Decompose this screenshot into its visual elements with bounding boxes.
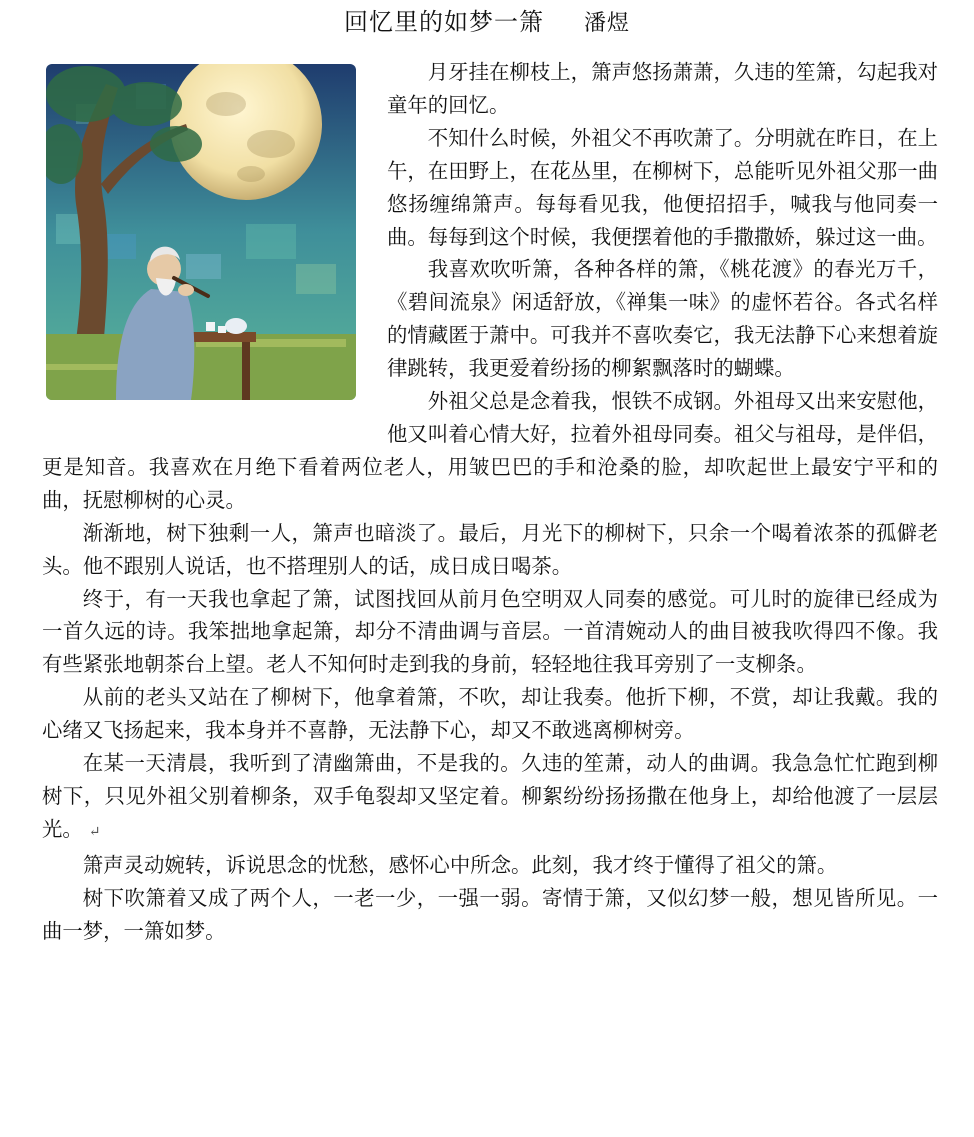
paragraph-3: 我喜欢吹听箫，各种各样的箫，《桃花渡》的春光万千，《碧间流泉》闲适舒放，《禅集一味》的虚怀若谷。各式名样的情藏匿于萧中。可我并不喜吹奏它，我无法静下心来想着旋律跳转，我更爱着纷扬的柳絮飘落时的蝴蝶。 <box>387 257 938 381</box>
paragraph-8-text: 在某一天清晨，我听到了清幽箫曲，不是我的。久违的笙萧，动人的曲调。我急急忙忙跑到柳树下，只见外祖父别着柳条，双手龟裂却又坚定着。柳絮纷纷扬扬撒在他身上，却给他渡了一层层光。 <box>42 751 938 841</box>
paragraph-4: 外祖父总是念着我，恨铁不成钢。外祖母又出来安慰他，他又叫着心情大好，拉着外祖母同奏。祖父与祖母，是伴侣，更是知音。我喜欢在月绝下看着两位老人，用皱巴巴的手和沧桑的脸，却吹起世上最安宁平和的曲，抚慰柳树的心灵。 <box>42 389 938 512</box>
paragraph-5: 渐渐地，树下独剩一人，箫声也暗淡了。最后，月光下的柳树下，只余一个喝着浓茶的孤僻老头。他不跟别人说话，也不搭理别人的话，成日成日喝茶。 <box>42 520 938 578</box>
article-body <box>42 56 938 947</box>
return-arrow-icon: ↵ <box>88 823 101 840</box>
paragraph-7: 从前的老头又站在了柳树下，他拿着箫，不吹，却让我奏。他折下柳，不赏，却让我戴。我的心绪又飞扬起来，我本身并不喜静，无法静下心，却又不敢逃离柳树旁。 <box>42 685 938 743</box>
illustration-spacer <box>42 56 387 418</box>
paragraph-10: 树下吹箫着又成了两个人，一老一少，一强一弱。寄情于箫，又似幻梦一般，想见皆所见。一曲一梦，一箫如梦。 <box>42 885 938 943</box>
article-author: 潘煜 <box>583 11 630 36</box>
paragraph-9: 箫声灵动婉转，诉说思念的忧愁，感怀心中所念。此刻，我才终于懂得了祖父的箫。 <box>82 852 838 877</box>
article-title: 回忆里的如梦一箫 <box>343 8 544 36</box>
paragraph-2: 不知什么时候，外祖父不再吹萧了。分明就在昨日，在上午，在田野上，在花丛里，在柳树下，总能听见外祖父那一曲悠扬缠绵箫声。每每看见我，他便招招手，喊我与他同奏一曲。每每到这个时候，我便摆着他的手撒撒娇，躲过这一曲。 <box>387 125 938 249</box>
paragraph-8 <box>42 747 938 849</box>
paragraph-6: 终于，有一天我也拿起了箫，试图找回从前月色空明双人同奏的感觉。可儿时的旋律已经成为一首久远的诗。我笨拙地拿起箫，却分不清曲调与音层。一首清婉动人的曲目被我吹得四不像。我有些紧张地朝茶台上望。老人不知何时走到我的身前，轻轻地往我耳旁别了一支柳条。 <box>42 586 938 677</box>
paragraph-1: 月牙挂在柳枝上，箫声悠扬萧萧，久违的笙箫，勾起我对童年的回忆。 <box>387 60 938 117</box>
title-row <box>0 4 974 40</box>
